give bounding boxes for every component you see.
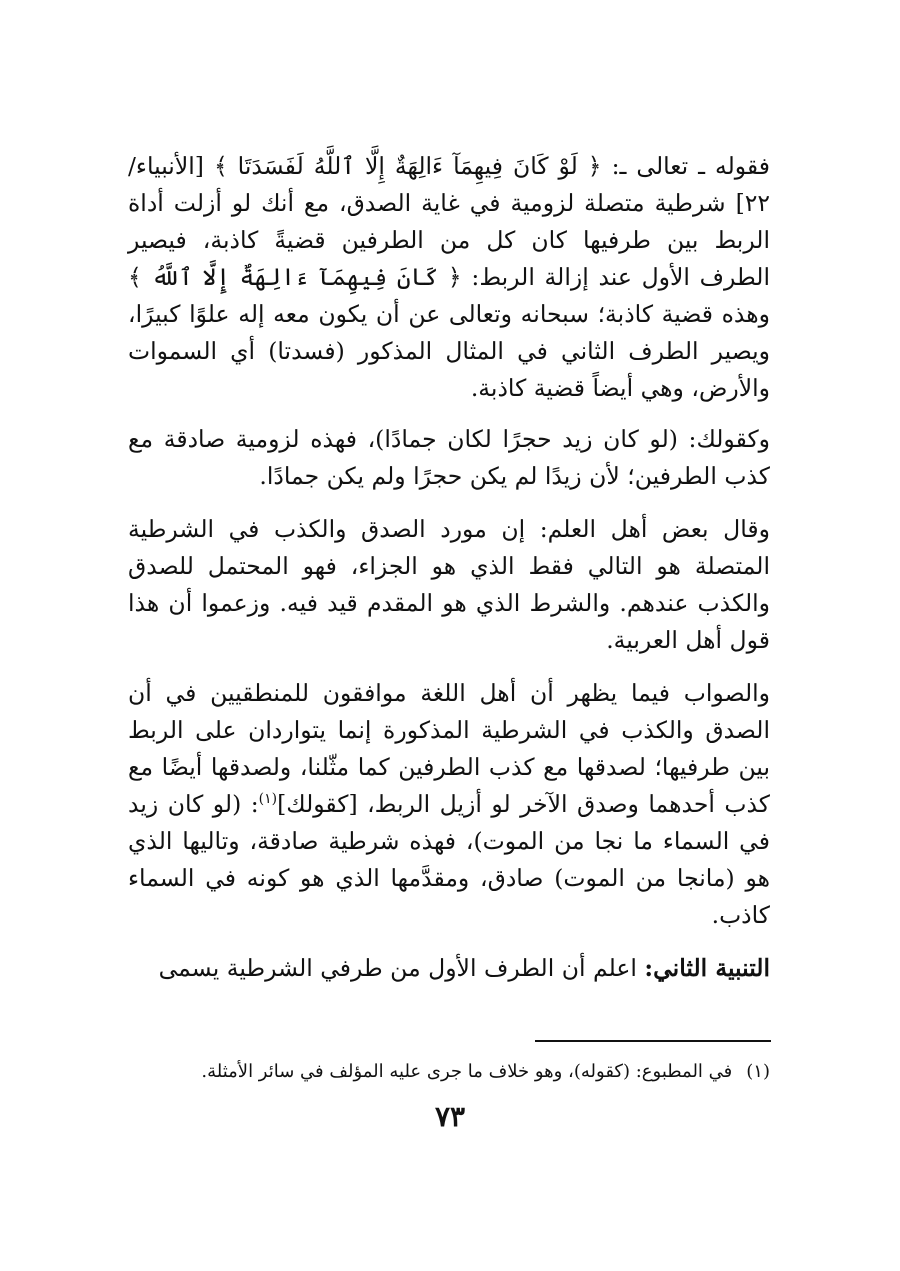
footnote (128, 1058, 770, 1086)
paragraph-1 (128, 148, 770, 407)
paragraph-4-example: : (لو كان زيد في السماء ما نجا من الموت)، فهذه شرطية صادقة، وتاليها الذي هو (مانجا من الموت) صادق، ومقدَّمها الذي هو كونه في السماء كاذب. (128, 790, 770, 929)
paragraph-4-body: والصواب فيما يظهر أن أهل اللغة موافقون للمنطقيين في أن الصدق والكذب في الشرطية المذكورة إنما يتواردان على الربط بين طرفيها؛ لصدقها مع كذب الطرفين كما مثّلنا، ولصدقها أيضًا مع كذب أحدهما وصدق الآخر لو أزيل الربط، [كقولك] (128, 679, 770, 818)
paragraph-5-text: اعلم أن الطرف الأول من طرفي الشرطية يسمى (158, 954, 645, 982)
page-number: ٧٣ (434, 1100, 466, 1133)
footnote-divider (535, 1040, 771, 1042)
quran-verse-2: ﴿ كَانَ فِيهِمَآ ءَالِهَةٌ إِلَّا ٱللَّهُ ﴾ (128, 263, 462, 291)
quran-verse-1: ﴿ لَوْ كَانَ فِيهِمَآ ءَالِهَةٌ إِلَّا ٱللَّهُ لَفَسَدَتَا ﴾ (213, 152, 602, 180)
paragraph-3: وقال بعض أهل العلم: إن مورد الصدق والكذب في الشرطية المتصلة هو التالي فقط الذي هو الجزاء، فهو المحتمل للصدق والكذب عندهم. والشرط الذي هو المقدم قيد فيه. وزعموا أن هذا قول أهل العربية. (128, 515, 770, 654)
paragraph-4 (128, 675, 770, 934)
footnote-text: في المطبوع: (كقوله)، وهو خلاف ما جرى عليه المؤلف في سائر الأمثلة. (201, 1061, 733, 1082)
paragraph-2: وكقولك: (لو كان زيد حجرًا لكان جمادًا)، فهذه لزومية صادقة مع كذب الطرفين؛ لأن زيدًا لم يكن حجرًا ولم يكن جمادًا. (128, 425, 770, 490)
paragraph-1-body: شرطية متصلة لزومية في غاية الصدق، مع أنك لو أزلت أداة الربط بين طرفيها كان كل من الطرفين قضيةً كاذبة، فيصير الطرف الأول عند إزالة الربط: (128, 189, 770, 291)
verse-reference: [الأنبياء/ ٢٢] (128, 152, 770, 217)
paragraph-5 (128, 950, 770, 987)
footnote-reference[interactable]: (١) (258, 791, 278, 808)
paragraph-1-conclusion: وهذه قضية كاذبة؛ سبحانه وتعالى عن أن يكون معه إله علوًا كبيرًا، ويصير الطرف الثاني في المثال المذكور (فسدتا) أي السموات والأرض، وهي أيضاً قضية كاذبة. (128, 300, 770, 402)
section-heading: التنبية الثاني: (644, 954, 770, 982)
paragraph-1-intro: فقوله ـ تعالى ـ: (601, 152, 771, 180)
main-text (128, 148, 770, 1003)
footnote-number: (١) (746, 1061, 770, 1082)
